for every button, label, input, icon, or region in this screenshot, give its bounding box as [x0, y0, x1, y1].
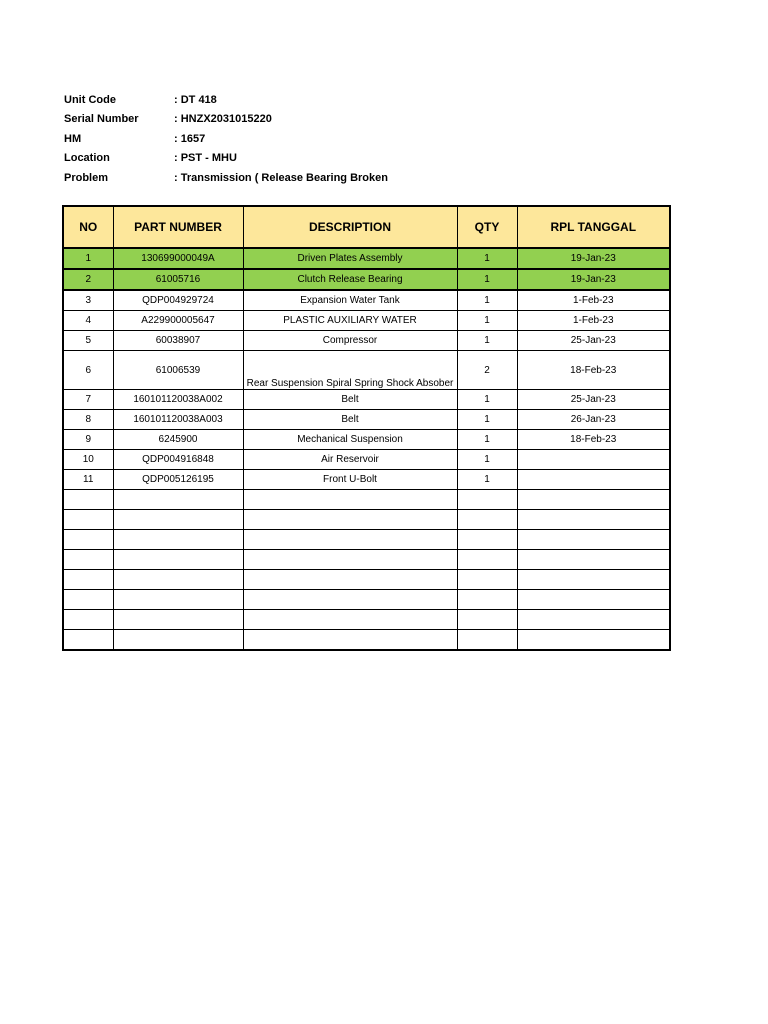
cell-part-number: QDP004916848	[113, 450, 243, 470]
table-row-empty	[63, 610, 670, 630]
cell-empty	[113, 570, 243, 590]
cell-part-number: QDP005126195	[113, 470, 243, 490]
cell-empty	[457, 530, 517, 550]
table-header-row	[63, 206, 670, 248]
table-row	[63, 331, 670, 351]
cell-empty	[243, 530, 457, 550]
table-row	[63, 290, 670, 311]
cell-description: Driven Plates Assembly	[243, 248, 457, 269]
info-value: : PST - MHU	[174, 152, 237, 165]
cell-empty	[457, 510, 517, 530]
cell-empty	[243, 590, 457, 610]
cell-qty: 1	[457, 470, 517, 490]
cell-empty	[113, 550, 243, 570]
info-label: HM	[64, 132, 82, 145]
cell-empty	[63, 530, 113, 550]
cell-no: 10	[63, 450, 113, 470]
cell-no: 7	[63, 390, 113, 410]
cell-part-number: A229900005647	[113, 311, 243, 331]
table-row	[63, 269, 670, 290]
table-row	[63, 351, 670, 390]
cell-empty	[243, 510, 457, 530]
cell-no: 6	[63, 351, 113, 390]
cell-description: Expansion Water Tank	[243, 290, 457, 311]
cell-empty	[517, 570, 670, 590]
cell-qty: 1	[457, 269, 517, 290]
cell-part-number: 61005716	[113, 269, 243, 290]
cell-description: Air Reservoir	[243, 450, 457, 470]
cell-empty	[243, 570, 457, 590]
table-row	[63, 450, 670, 470]
cell-no: 4	[63, 311, 113, 331]
cell-no: 11	[63, 470, 113, 490]
cell-empty	[517, 550, 670, 570]
info-value: : HNZX2031015220	[174, 113, 272, 126]
cell-no: 1	[63, 248, 113, 269]
cell-empty	[517, 590, 670, 610]
cell-date: 18-Feb-23	[517, 430, 670, 450]
info-label: Unit Code	[64, 93, 116, 106]
cell-qty: 1	[457, 390, 517, 410]
cell-qty: 1	[457, 331, 517, 351]
cell-description: Belt	[243, 390, 457, 410]
info-value: : DT 418	[174, 93, 217, 106]
cell-empty	[63, 550, 113, 570]
cell-description: PLASTIC AUXILIARY WATER	[243, 311, 457, 331]
column-header-no: NO	[63, 206, 113, 248]
cell-description: Mechanical Suspension	[243, 430, 457, 450]
cell-part-number: 60038907	[113, 331, 243, 351]
cell-part-number: 61006539	[113, 351, 243, 390]
cell-part-number: 130699000049A	[113, 248, 243, 269]
cell-date: 25-Jan-23	[517, 331, 670, 351]
info-value: : 1657	[174, 132, 206, 145]
unit-info	[64, 90, 388, 188]
cell-description: Rear Suspension Spiral Spring Shock Absober	[243, 351, 457, 390]
cell-empty	[517, 630, 670, 651]
cell-qty: 1	[457, 311, 517, 331]
cell-date: 26-Jan-23	[517, 410, 670, 430]
cell-no: 2	[63, 269, 113, 290]
cell-date: 1-Feb-23	[517, 311, 670, 331]
table-row	[63, 390, 670, 410]
cell-empty	[63, 630, 113, 651]
cell-empty	[113, 510, 243, 530]
table-row	[63, 311, 670, 331]
table-row-empty	[63, 630, 670, 651]
cell-empty	[517, 490, 670, 510]
cell-date	[517, 470, 670, 490]
cell-empty	[113, 610, 243, 630]
cell-date: 25-Jan-23	[517, 390, 670, 410]
cell-no: 3	[63, 290, 113, 311]
cell-empty	[243, 550, 457, 570]
cell-empty	[243, 610, 457, 630]
cell-part-number: 160101120038A002	[113, 390, 243, 410]
cell-date: 19-Jan-23	[517, 269, 670, 290]
cell-qty: 1	[457, 430, 517, 450]
parts-table	[62, 205, 671, 651]
info-label: Location	[64, 152, 110, 165]
cell-empty	[517, 530, 670, 550]
cell-empty	[457, 610, 517, 630]
cell-empty	[243, 490, 457, 510]
cell-empty	[113, 590, 243, 610]
cell-description: Front U-Bolt	[243, 470, 457, 490]
cell-empty	[517, 610, 670, 630]
cell-empty	[457, 630, 517, 651]
cell-no: 9	[63, 430, 113, 450]
cell-empty	[113, 490, 243, 510]
table-row	[63, 248, 670, 269]
info-row-unit-code	[64, 90, 388, 110]
table-row-empty	[63, 550, 670, 570]
info-label: Problem	[64, 171, 109, 184]
table-row-empty	[63, 490, 670, 510]
cell-qty: 1	[457, 450, 517, 470]
cell-part-number: QDP004929724	[113, 290, 243, 311]
cell-date	[517, 450, 670, 470]
info-row-serial-number	[64, 110, 388, 130]
cell-empty	[63, 590, 113, 610]
cell-qty: 2	[457, 351, 517, 390]
cell-empty	[63, 570, 113, 590]
cell-empty	[113, 630, 243, 651]
table-row	[63, 470, 670, 490]
table-row-empty	[63, 570, 670, 590]
cell-empty	[243, 630, 457, 651]
cell-date: 19-Jan-23	[517, 248, 670, 269]
info-value: : Transmission ( Release Bearing Broken	[174, 171, 388, 184]
column-header-rpl-tanggal: RPL TANGGAL	[517, 206, 670, 248]
table-row-empty	[63, 530, 670, 550]
cell-empty	[113, 530, 243, 550]
cell-empty	[457, 490, 517, 510]
table-row	[63, 410, 670, 430]
cell-empty	[63, 490, 113, 510]
column-header-part-number: PART NUMBER	[113, 206, 243, 248]
cell-empty	[517, 510, 670, 530]
cell-date: 18-Feb-23	[517, 351, 670, 390]
table-row-empty	[63, 510, 670, 530]
cell-empty	[457, 590, 517, 610]
info-row-hm	[64, 129, 388, 149]
cell-empty	[457, 570, 517, 590]
cell-part-number: 160101120038A003	[113, 410, 243, 430]
info-row-problem	[64, 168, 388, 188]
column-header-qty: QTY	[457, 206, 517, 248]
cell-description: Belt	[243, 410, 457, 430]
cell-part-number: 6245900	[113, 430, 243, 450]
cell-empty	[63, 510, 113, 530]
cell-description: Compressor	[243, 331, 457, 351]
cell-description: Clutch Release Bearing	[243, 269, 457, 290]
cell-qty: 1	[457, 248, 517, 269]
cell-qty: 1	[457, 290, 517, 311]
column-header-description: DESCRIPTION	[243, 206, 457, 248]
cell-qty: 1	[457, 410, 517, 430]
cell-empty	[457, 550, 517, 570]
cell-date: 1-Feb-23	[517, 290, 670, 311]
cell-empty	[63, 610, 113, 630]
info-label: Serial Number	[64, 113, 139, 126]
table-row-empty	[63, 590, 670, 610]
cell-no: 5	[63, 331, 113, 351]
info-row-location	[64, 149, 388, 169]
cell-no: 8	[63, 410, 113, 430]
table-row	[63, 430, 670, 450]
